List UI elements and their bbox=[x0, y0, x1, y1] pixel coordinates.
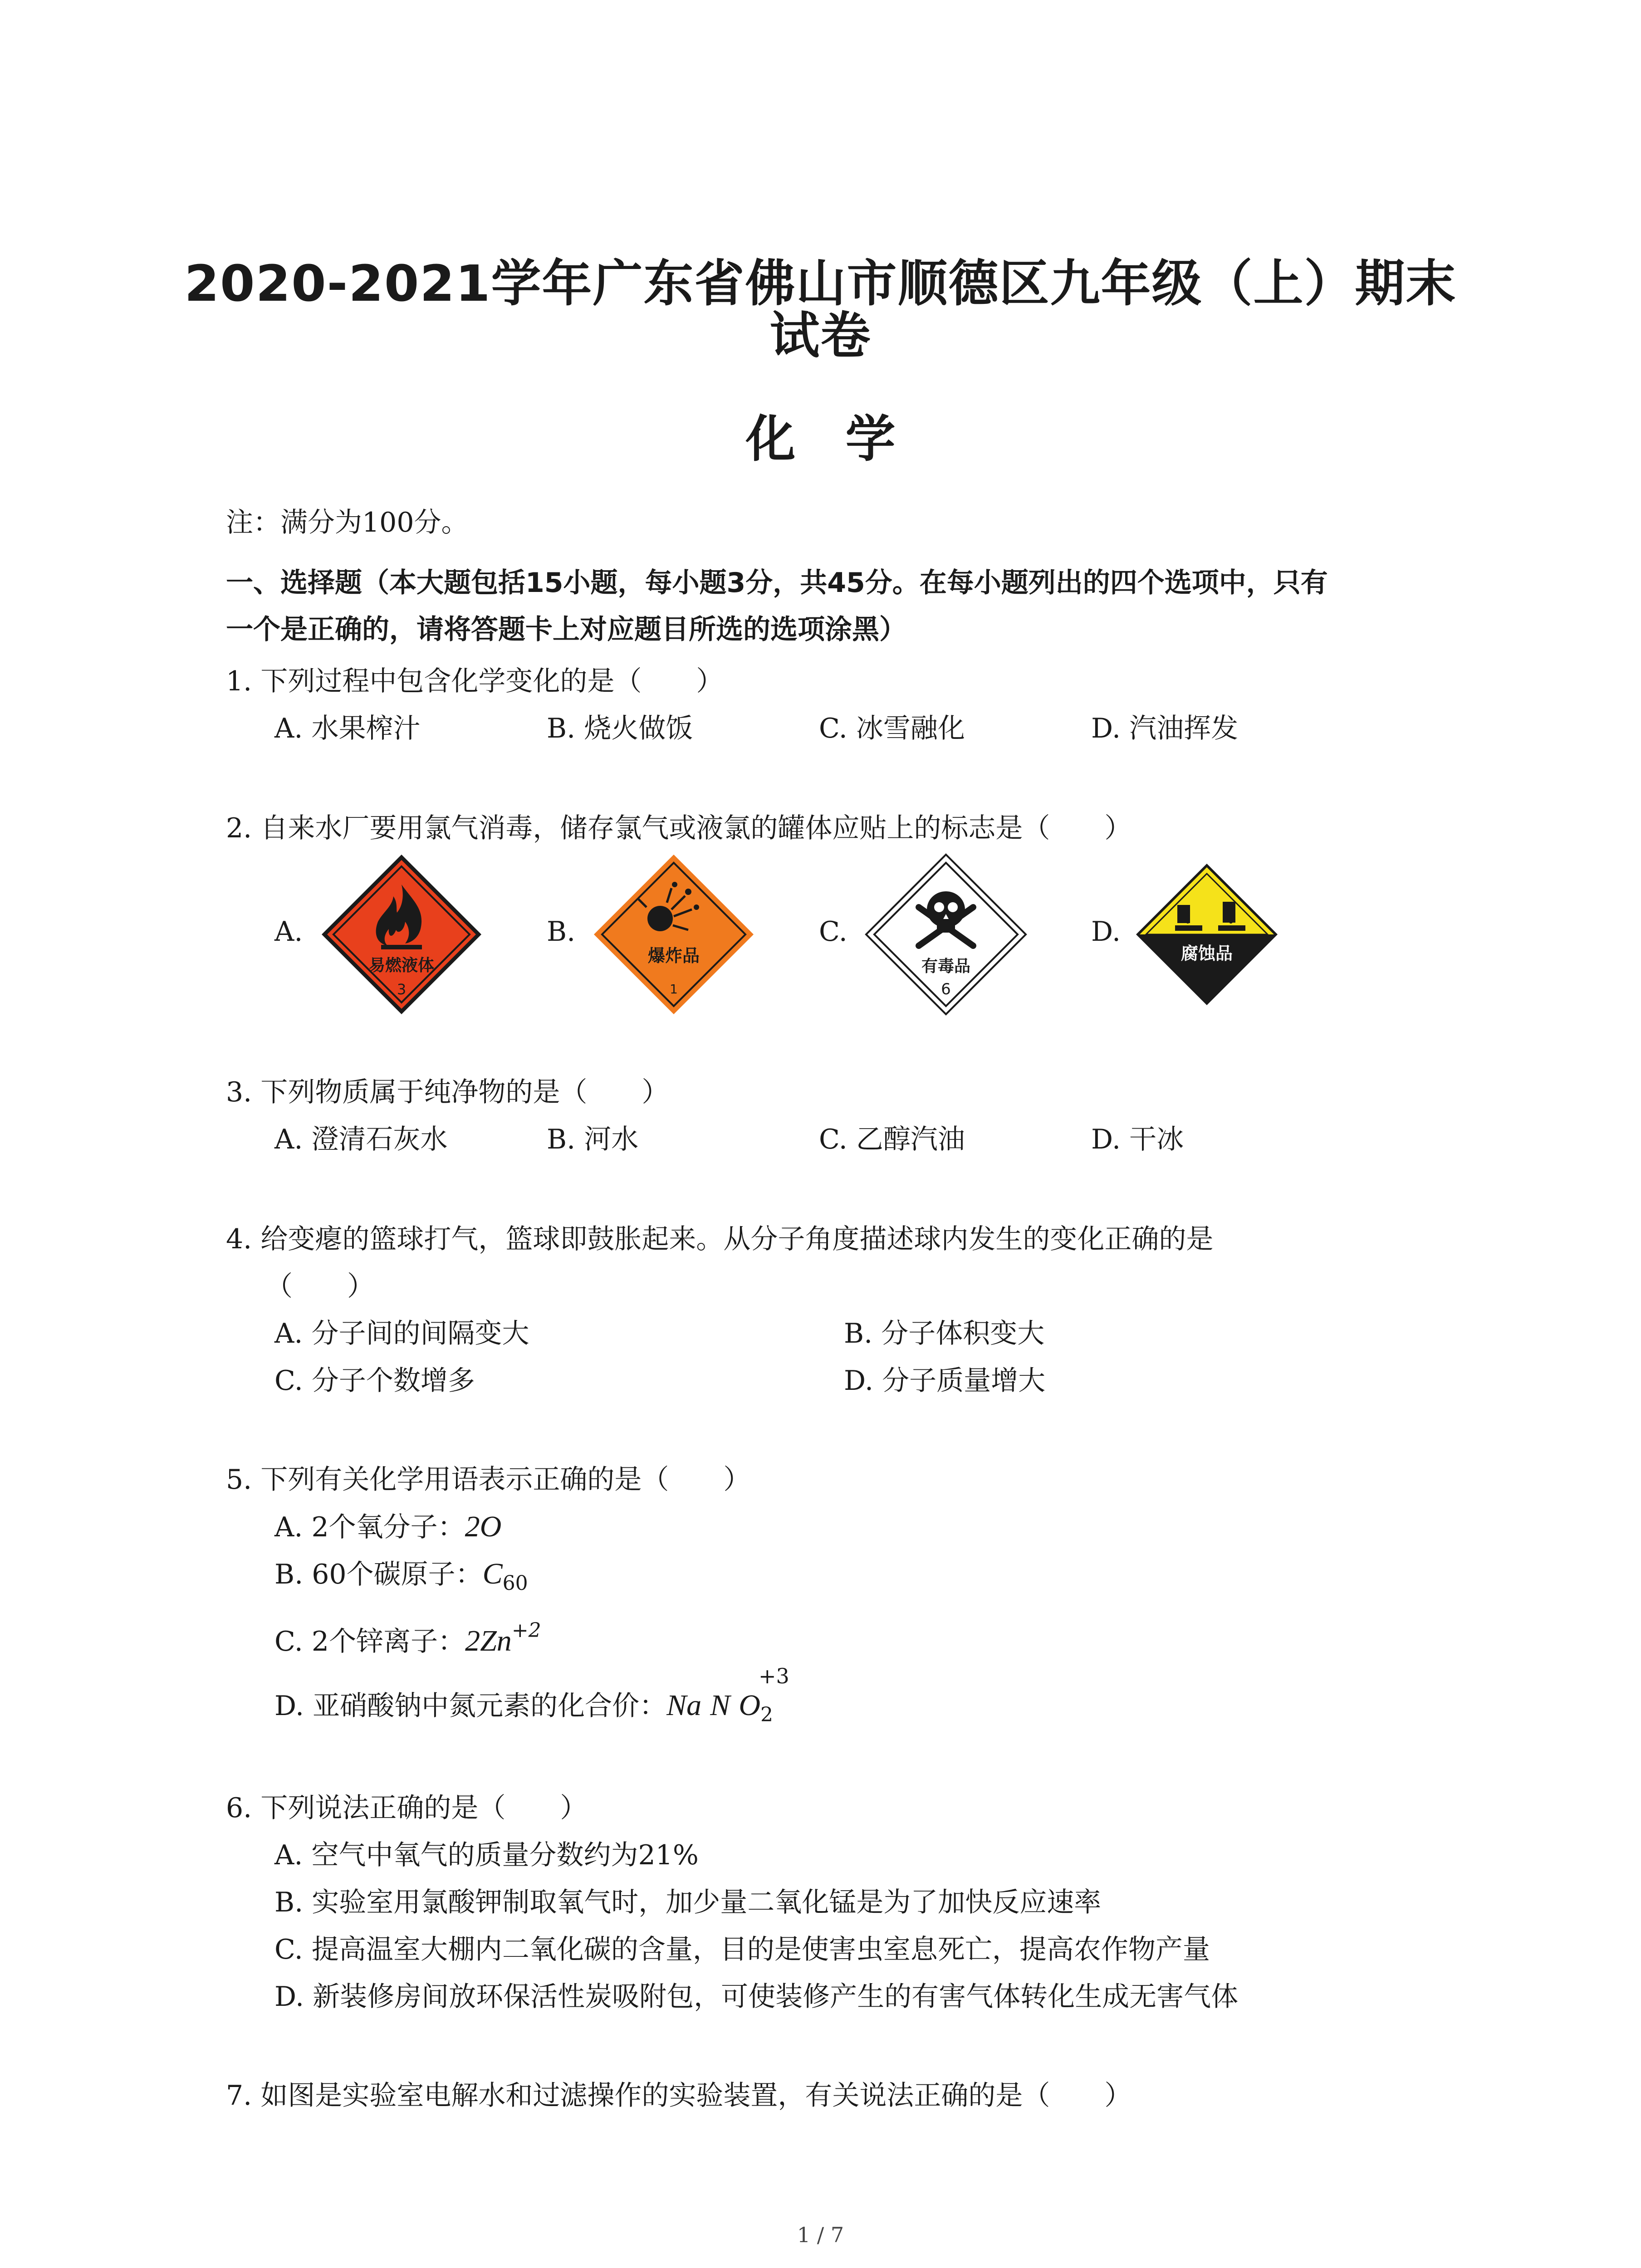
q4-option-c: C. 分子个数增多 bbox=[274, 1365, 475, 1397]
corrosive-sign-icon bbox=[1134, 862, 1279, 1007]
q5-option-b bbox=[274, 1556, 528, 1602]
q3-option-c: C. 乙醇汽油 bbox=[819, 1124, 965, 1155]
q3-option-b: B. 河水 bbox=[547, 1124, 639, 1155]
q5-option-b-formula: C bbox=[482, 1557, 503, 1590]
sign-c-class-number: 6 bbox=[941, 980, 951, 998]
section-header-line2: 一个是正确的，请将答题卡上对应题目所选的选项涂黑） bbox=[226, 614, 906, 645]
toxic-sign-icon bbox=[864, 853, 1028, 1016]
q3-option-a: A. 澄清石灰水 bbox=[274, 1124, 448, 1155]
exam-title-line2: 试卷 bbox=[769, 307, 872, 365]
q4-option-a: A. 分子间的间隔变大 bbox=[274, 1318, 529, 1349]
q5-option-d-n: N bbox=[710, 1689, 730, 1722]
exam-title-line1: 2020-2021学年广东省佛山市顺德区九年级（上）期末 bbox=[184, 254, 1457, 313]
q5-option-b-subscript: 60 bbox=[502, 1572, 528, 1595]
q1-option-c: C. 冰雪融化 bbox=[819, 713, 965, 744]
q5-option-c-formula: 2Zn bbox=[465, 1624, 512, 1657]
q6-option-b: B. 实验室用氯酸钾制取氧气时，加少量二氧化锰是为了加快反应速率 bbox=[274, 1887, 1102, 1918]
q5-option-a-formula: 2O bbox=[465, 1510, 502, 1543]
q5-option-a bbox=[274, 1509, 501, 1545]
q4-option-d: D. 分子质量增大 bbox=[844, 1365, 1046, 1397]
q1-option-b: B. 烧火做饭 bbox=[547, 713, 693, 744]
section-header-line1: 一、选择题（本大题包括15小题，每小题3分，共45分。在每小题列出的四个选项中，只有 bbox=[226, 567, 1328, 599]
q4-option-b: B. 分子体积变大 bbox=[844, 1318, 1045, 1349]
subject-char: 化 bbox=[745, 410, 796, 468]
question-4-stem: 4. 给变瘪的篮球打气，篮球即鼓胀起来。从分子角度描述球内发生的变化正确的是 bbox=[226, 1223, 1214, 1255]
sign-b-label: 爆炸品 bbox=[647, 946, 700, 966]
q5-option-d bbox=[274, 1687, 773, 1733]
sign-d-label: 腐蚀品 bbox=[1181, 943, 1233, 963]
question-5-stem: 5. 下列有关化学用语表示正确的是（ ） bbox=[226, 1464, 751, 1496]
sign-a-label: 易燃液体 bbox=[368, 956, 435, 975]
question-2-stem: 2. 自来水厂要用氯气消毒，储存氯气或液氯的罐体应贴上的标志是（ ） bbox=[226, 812, 1132, 844]
q2-option-d: D. bbox=[1091, 916, 1121, 948]
q5-option-c-superscript: +2 bbox=[511, 1619, 541, 1642]
q5-option-c-text: C. 2个锌离子： bbox=[274, 1626, 465, 1657]
q3-option-d: D. 干冰 bbox=[1091, 1124, 1184, 1155]
flammable-liquid-sign-icon bbox=[320, 853, 483, 1016]
q2-option-b: B. bbox=[547, 916, 576, 948]
page-number: 1 / 7 bbox=[797, 2223, 844, 2247]
question-6-stem: 6. 下列说法正确的是（ ） bbox=[226, 1792, 588, 1824]
q6-option-c: C. 提高温室大棚内二氧化碳的含量，目的是使害虫室息死亡，提高农作物产量 bbox=[274, 1934, 1210, 1965]
q5-option-d-o: O bbox=[739, 1689, 761, 1722]
q5-option-a-text: A. 2个氧分子： bbox=[274, 1511, 465, 1543]
question-4-stem-bracket: （ ） bbox=[265, 1271, 374, 1302]
sign-b-class-number: 1 bbox=[670, 982, 678, 997]
q6-option-d: D. 新装修房间放环保活性炭吸附包，可使装修产生的有害气体转化生成无害气体 bbox=[274, 1981, 1239, 2013]
score-note: 注：满分为100分。 bbox=[226, 507, 469, 538]
q6-option-a: A. 空气中氧气的质量分数约为21% bbox=[274, 1839, 699, 1871]
q1-option-a: A. 水果榨汁 bbox=[274, 713, 421, 744]
explosive-sign-icon bbox=[592, 853, 755, 1016]
sign-a-class-number: 3 bbox=[397, 981, 407, 998]
q5-option-c bbox=[274, 1613, 541, 1660]
q5-option-b-text: B. 60个碳原子： bbox=[274, 1559, 483, 1590]
q1-option-d: D. 汽油挥发 bbox=[1091, 713, 1239, 744]
q2-option-c: C. bbox=[819, 916, 847, 948]
q5-option-d-na: Na bbox=[666, 1689, 702, 1722]
q5-option-d-valence: +3 bbox=[759, 1664, 789, 1688]
subject-char: 学 bbox=[845, 410, 896, 468]
q2-option-a: A. bbox=[274, 916, 303, 948]
q5-option-d-text: D. 亚硝酸钠中氮元素的化合价： bbox=[274, 1690, 667, 1722]
question-1-stem: 1. 下列过程中包含化学变化的是（ ） bbox=[226, 665, 724, 697]
subject-title bbox=[0, 399, 1641, 471]
q5-option-d-subscript: 2 bbox=[760, 1703, 774, 1726]
question-7-stem: 7. 如图是实验室电解水和过滤操作的实验装置，有关说法正确的是（ ） bbox=[226, 2080, 1132, 2112]
sign-c-label: 有毒品 bbox=[921, 957, 971, 976]
question-3-stem: 3. 下列物质属于纯净物的是（ ） bbox=[226, 1076, 669, 1108]
